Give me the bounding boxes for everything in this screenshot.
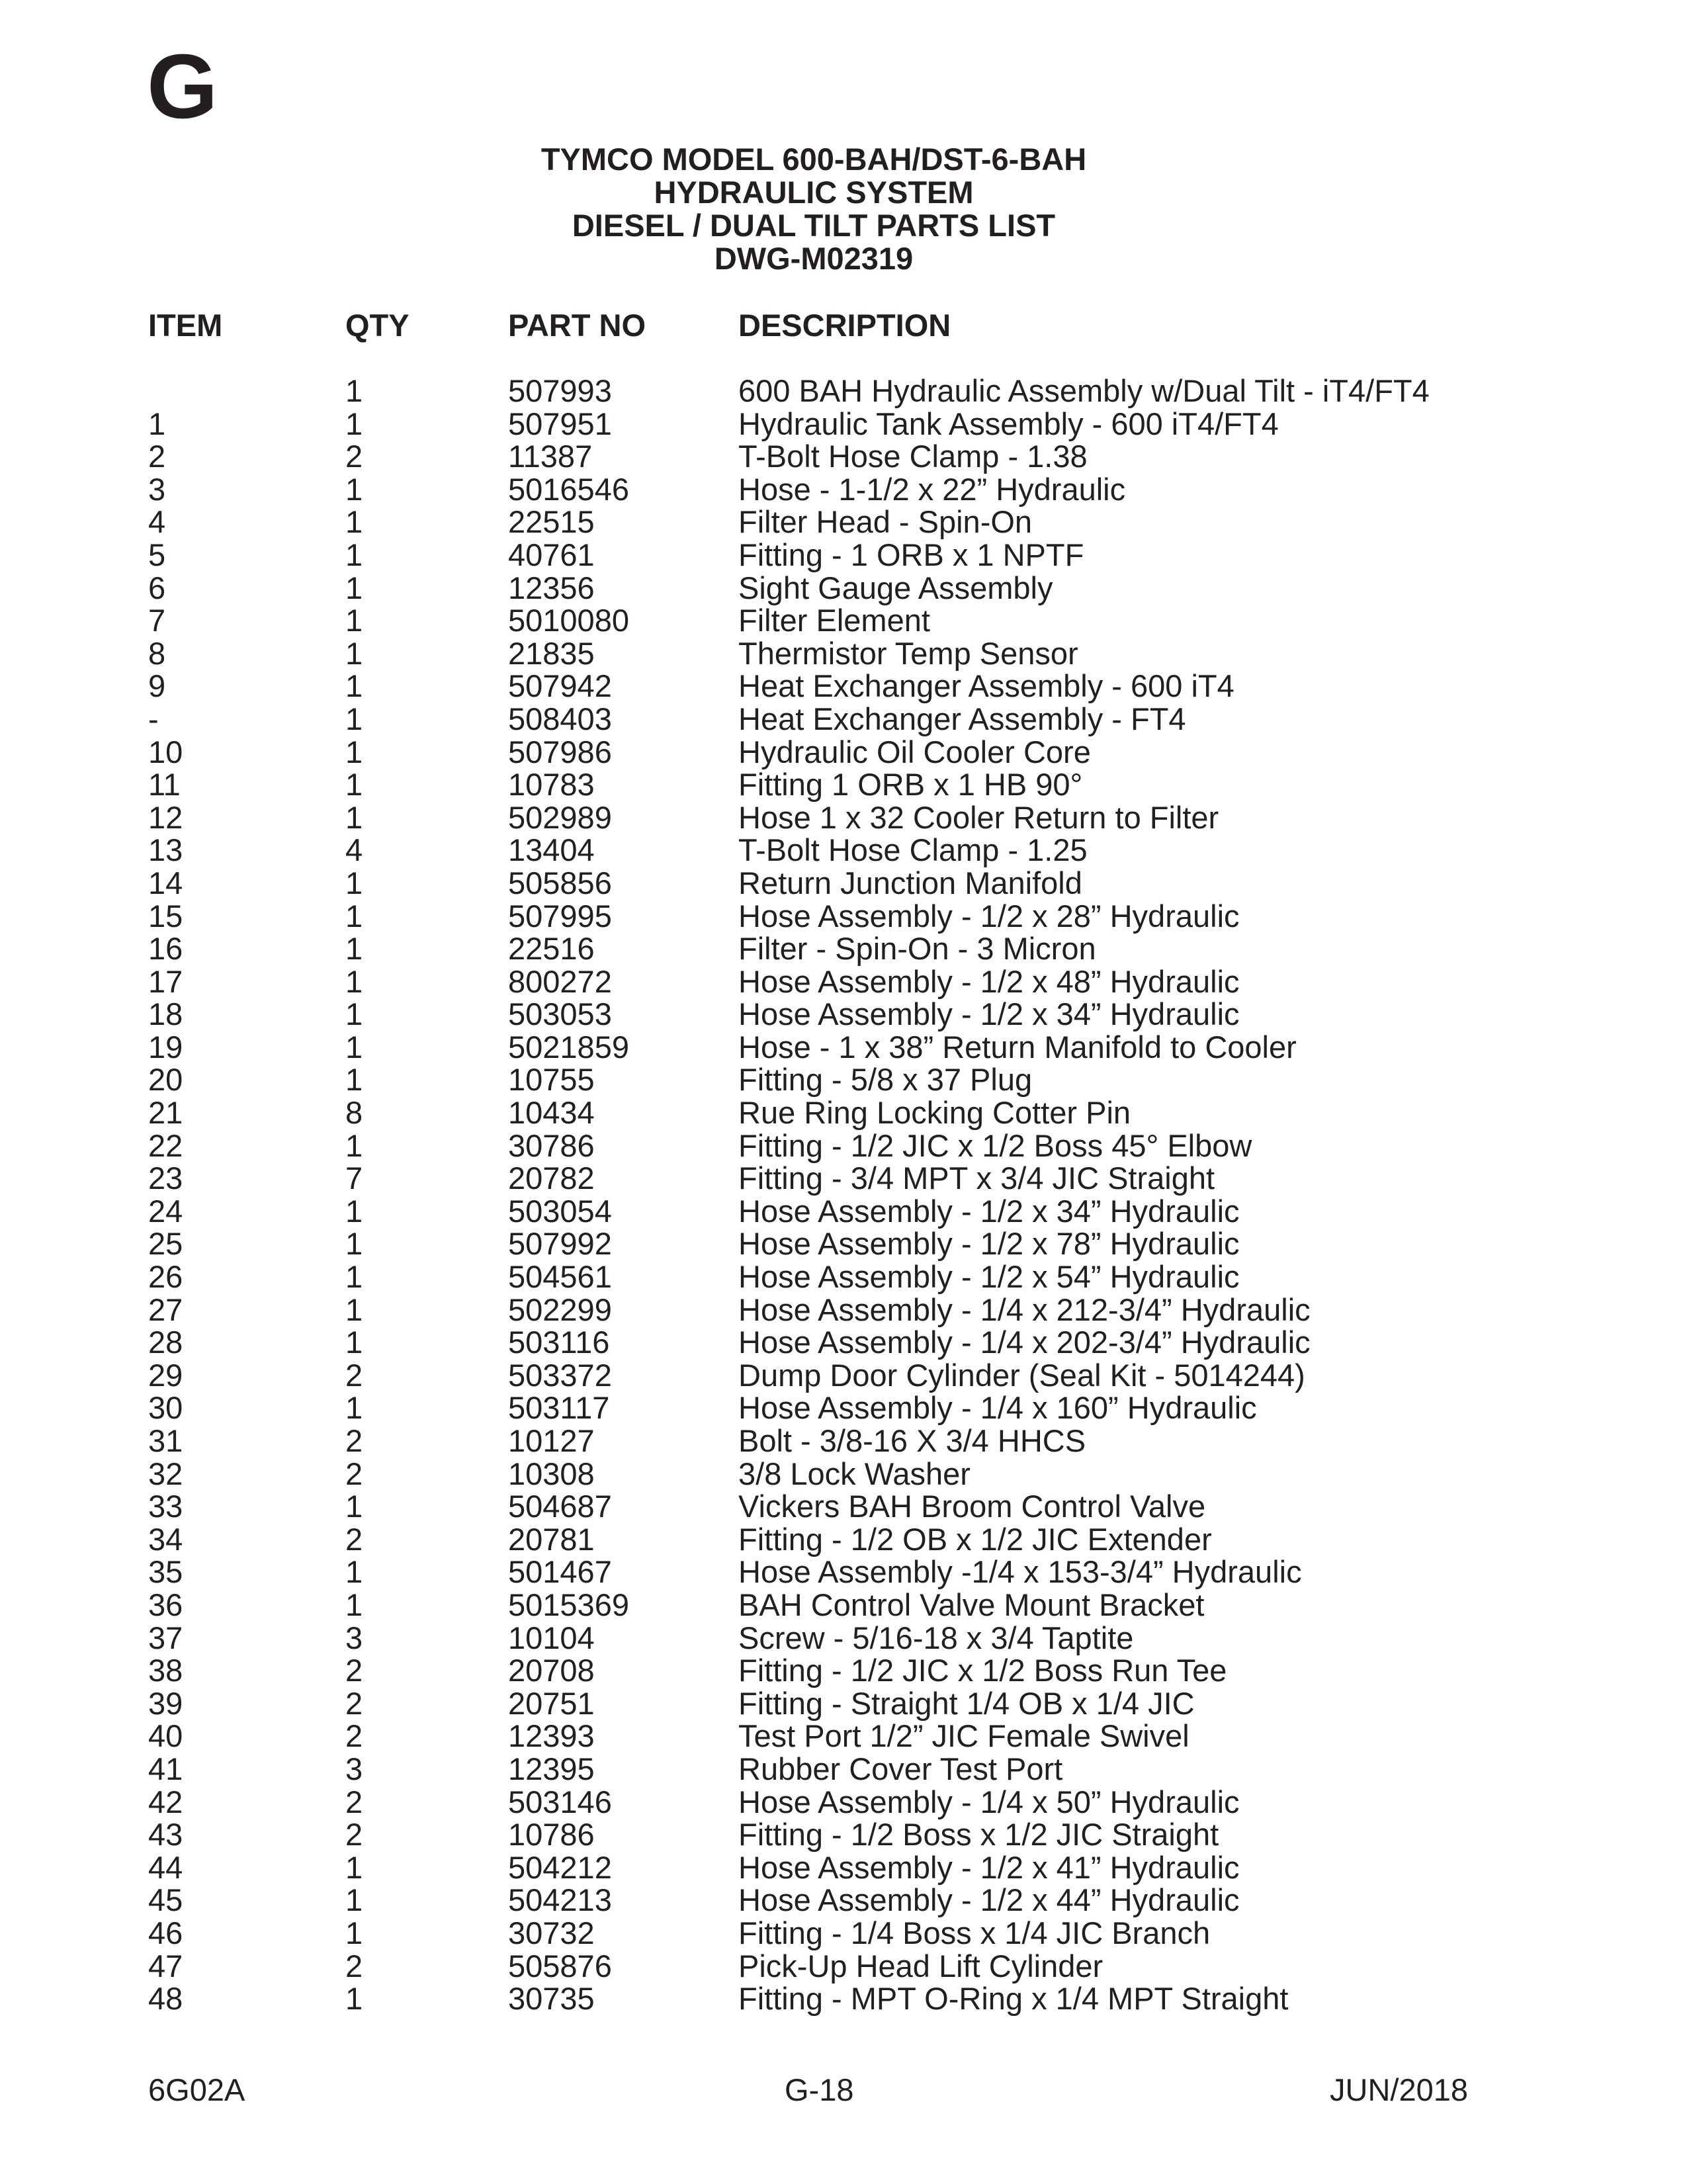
- table-row: [0, 736, 1687, 769]
- part-number-cell: 5010080: [508, 603, 629, 638]
- description-cell: Fitting - 1 ORB x 1 NPTF: [738, 537, 1084, 572]
- qty-cell: 1: [345, 1226, 363, 1262]
- table-row: [0, 1326, 1687, 1359]
- description-cell: Hose Assembly - 1/2 x 41” Hydraulic: [738, 1849, 1240, 1885]
- table-row: [0, 932, 1687, 965]
- description-cell: Dump Door Cylinder (Seal Kit - 5014244): [738, 1357, 1305, 1393]
- table-row: [0, 1654, 1687, 1687]
- qty-cell: 1: [345, 1127, 363, 1163]
- item-cell: 7: [148, 603, 166, 638]
- qty-cell: 1: [345, 603, 363, 638]
- table-row: [0, 1786, 1687, 1819]
- description-cell: Rue Ring Locking Cotter Pin: [738, 1095, 1131, 1131]
- part-number-cell: 507942: [508, 668, 612, 704]
- table-row: [0, 1458, 1687, 1491]
- table-row: [0, 604, 1687, 637]
- item-cell: 24: [148, 1193, 183, 1229]
- part-number-cell: 40761: [508, 537, 595, 572]
- description-cell: Hose Assembly - 1/2 x 54” Hydraulic: [738, 1259, 1240, 1295]
- column-header-item: ITEM: [148, 308, 223, 343]
- table-row: [0, 1687, 1687, 1720]
- description-cell: Pick-Up Head Lift Cylinder: [738, 1948, 1103, 1984]
- section-letter: G: [147, 36, 218, 138]
- description-cell: Hydraulic Tank Assembly - 600 iT4/FT4: [738, 406, 1279, 441]
- qty-cell: 1: [345, 1981, 363, 2017]
- qty-cell: 2: [345, 1456, 363, 1491]
- item-cell: 37: [148, 1620, 183, 1655]
- description-cell: Hose Assembly - 1/4 x 202-3/4” Hydraulic: [738, 1325, 1311, 1360]
- description-cell: 600 BAH Hydraulic Assembly w/Dual Tilt - iT4/FT4: [738, 373, 1430, 408]
- column-header-part-no: PART NO: [508, 308, 646, 343]
- table-row: [0, 1720, 1687, 1753]
- part-number-cell: 508403: [508, 701, 612, 736]
- table-row: [0, 670, 1687, 703]
- table-row: [0, 965, 1687, 998]
- footer-date: JUN/2018: [1330, 2072, 1468, 2107]
- qty-cell: 1: [345, 373, 363, 408]
- description-cell: Heat Exchanger Assembly - 600 iT4: [738, 668, 1234, 704]
- description-cell: Fitting - Straight 1/4 OB x 1/4 JIC: [738, 1685, 1195, 1721]
- item-cell: 21: [148, 1095, 183, 1131]
- item-cell: 10: [148, 734, 183, 769]
- table-row: [0, 1950, 1687, 1983]
- part-number-cell: 507993: [508, 373, 612, 408]
- table-row: [0, 572, 1687, 605]
- description-cell: Hose - 1-1/2 x 22” Hydraulic: [738, 471, 1126, 507]
- qty-cell: 1: [345, 865, 363, 900]
- qty-cell: 1: [345, 570, 363, 605]
- item-cell: 4: [148, 504, 166, 540]
- part-number-cell: 10783: [508, 767, 595, 803]
- footer-doc-code: 6G02A: [148, 2072, 245, 2107]
- description-cell: Fitting 1 ORB x 1 HB 90°: [738, 767, 1083, 803]
- item-cell: 36: [148, 1587, 183, 1622]
- table-row: [0, 1917, 1687, 1950]
- qty-cell: 2: [345, 1685, 363, 1721]
- part-number-cell: 503116: [508, 1325, 610, 1360]
- title-line-list: DIESEL / DUAL TILT PARTS LIST: [572, 208, 1056, 243]
- description-cell: Hose 1 x 32 Cooler Return to Filter: [738, 799, 1219, 835]
- part-number-cell: 10127: [508, 1423, 595, 1458]
- column-header-qty: QTY: [345, 308, 410, 343]
- part-number-cell: 21835: [508, 635, 595, 671]
- qty-cell: 2: [345, 1357, 363, 1393]
- item-cell: 20: [148, 1062, 183, 1098]
- description-cell: 3/8 Lock Washer: [738, 1456, 971, 1491]
- qty-cell: 1: [345, 1062, 363, 1098]
- item-cell: 32: [148, 1456, 183, 1491]
- qty-cell: 1: [345, 1325, 363, 1360]
- part-number-cell: 20708: [508, 1653, 595, 1688]
- part-number-cell: 10786: [508, 1817, 595, 1853]
- qty-cell: 1: [345, 1390, 363, 1426]
- part-number-cell: 507986: [508, 734, 612, 769]
- part-number-cell: 30732: [508, 1915, 595, 1950]
- description-cell: Fitting - 1/2 JIC x 1/2 Boss Run Tee: [738, 1653, 1227, 1688]
- item-cell: 29: [148, 1357, 183, 1393]
- part-number-cell: 503053: [508, 996, 612, 1032]
- part-number-cell: 12356: [508, 570, 595, 605]
- item-cell: 31: [148, 1423, 183, 1458]
- description-cell: Fitting - 5/8 x 37 Plug: [738, 1062, 1033, 1098]
- description-cell: Sight Gauge Assembly: [738, 570, 1053, 605]
- part-number-cell: 503117: [508, 1390, 610, 1426]
- description-cell: Bolt - 3/8-16 X 3/4 HHCS: [738, 1423, 1086, 1458]
- item-cell: 48: [148, 1981, 183, 2017]
- qty-cell: 1: [345, 931, 363, 967]
- part-number-cell: 507992: [508, 1226, 612, 1262]
- title-line-model: TYMCO MODEL 600-BAH/DST-6-BAH: [541, 142, 1087, 177]
- qty-cell: 2: [345, 439, 363, 474]
- qty-cell: 4: [345, 832, 363, 868]
- qty-cell: 2: [345, 1718, 363, 1754]
- qty-cell: 1: [345, 537, 363, 572]
- table-row: [0, 505, 1687, 539]
- item-cell: 28: [148, 1325, 183, 1360]
- table-row: [0, 1359, 1687, 1392]
- part-number-cell: 505876: [508, 1948, 612, 1984]
- item-cell: 16: [148, 931, 183, 967]
- table-row: [0, 1391, 1687, 1424]
- part-number-cell: 504687: [508, 1489, 612, 1524]
- description-cell: Hose Assembly - 1/4 x 160” Hydraulic: [738, 1390, 1257, 1426]
- description-cell: Hose Assembly - 1/2 x 78” Hydraulic: [738, 1226, 1240, 1262]
- part-number-cell: 5016546: [508, 471, 629, 507]
- part-number-cell: 503372: [508, 1357, 612, 1393]
- description-cell: Thermistor Temp Sensor: [738, 635, 1078, 671]
- qty-cell: 1: [345, 1915, 363, 1950]
- parts-list: [0, 374, 1687, 2015]
- item-cell: 35: [148, 1554, 183, 1590]
- description-cell: Hose Assembly - 1/2 x 34” Hydraulic: [738, 1193, 1240, 1229]
- qty-cell: 2: [345, 1817, 363, 1853]
- table-row: [0, 1555, 1687, 1589]
- item-cell: 13: [148, 832, 183, 868]
- qty-cell: 1: [345, 1554, 363, 1590]
- item-cell: 2: [148, 439, 166, 474]
- description-cell: Hose Assembly - 1/2 x 28” Hydraulic: [738, 898, 1240, 934]
- qty-cell: 1: [345, 635, 363, 671]
- part-number-cell: 12393: [508, 1718, 595, 1754]
- table-row: [0, 867, 1687, 900]
- item-cell: 23: [148, 1160, 183, 1196]
- item-cell: 38: [148, 1653, 183, 1688]
- table-row: [0, 1129, 1687, 1162]
- part-number-cell: 504212: [508, 1849, 612, 1885]
- qty-cell: 1: [345, 963, 363, 999]
- title-line-drawing: DWG-M02319: [714, 241, 914, 276]
- item-cell: 39: [148, 1685, 183, 1721]
- title-line-system: HYDRAULIC SYSTEM: [654, 175, 974, 210]
- description-cell: Filter - Spin-On - 3 Micron: [738, 931, 1096, 967]
- table-row: [0, 768, 1687, 801]
- item-cell: 5: [148, 537, 166, 572]
- qty-cell: 2: [345, 1423, 363, 1458]
- item-cell: 25: [148, 1226, 183, 1262]
- item-cell: 47: [148, 1948, 183, 1984]
- table-row: [0, 834, 1687, 867]
- qty-cell: 1: [345, 1259, 363, 1295]
- table-row: [0, 1622, 1687, 1655]
- qty-cell: 1: [345, 898, 363, 934]
- item-cell: 40: [148, 1718, 183, 1754]
- table-row: [0, 1490, 1687, 1523]
- table-row: [0, 1195, 1687, 1228]
- table-row: [0, 1982, 1687, 2015]
- part-number-cell: 503146: [508, 1784, 612, 1819]
- item-cell: 34: [148, 1521, 183, 1557]
- part-number-cell: 30786: [508, 1127, 595, 1163]
- description-cell: Hose Assembly - 1/4 x 212-3/4” Hydraulic: [738, 1291, 1311, 1327]
- table-row: [0, 1884, 1687, 1917]
- qty-cell: 1: [345, 1193, 363, 1229]
- qty-cell: 2: [345, 1948, 363, 1984]
- part-number-cell: 505856: [508, 865, 612, 900]
- description-cell: Hose Assembly -1/4 x 153-3/4” Hydraulic: [738, 1554, 1302, 1590]
- description-cell: Screw - 5/16-18 x 3/4 Taptite: [738, 1620, 1134, 1655]
- item-cell: 33: [148, 1489, 183, 1524]
- item-cell: 26: [148, 1259, 183, 1295]
- qty-cell: 7: [345, 1160, 363, 1196]
- qty-cell: 8: [345, 1095, 363, 1131]
- table-row: [0, 1260, 1687, 1293]
- item-cell: 15: [148, 898, 183, 934]
- qty-cell: 2: [345, 1521, 363, 1557]
- item-cell: 42: [148, 1784, 183, 1819]
- table-row: [0, 1589, 1687, 1622]
- description-cell: Return Junction Manifold: [738, 865, 1082, 900]
- part-number-cell: 507951: [508, 406, 612, 441]
- document-title: [0, 143, 1627, 275]
- description-cell: Hose Assembly - 1/2 x 44” Hydraulic: [738, 1882, 1240, 1918]
- description-cell: Heat Exchanger Assembly - FT4: [738, 701, 1186, 736]
- qty-cell: 1: [345, 996, 363, 1032]
- footer-page-number: G-18: [785, 2072, 854, 2107]
- qty-cell: 1: [345, 1291, 363, 1327]
- description-cell: Fitting - MPT O-Ring x 1/4 MPT Straight: [738, 1981, 1289, 2017]
- part-number-cell: 800272: [508, 963, 612, 999]
- table-row: [0, 900, 1687, 933]
- item-cell: 19: [148, 1029, 183, 1065]
- item-cell: 44: [148, 1849, 183, 1885]
- part-number-cell: 11387: [508, 439, 593, 474]
- item-cell: 41: [148, 1751, 183, 1786]
- table-row: [0, 1063, 1687, 1096]
- part-number-cell: 504561: [508, 1259, 612, 1295]
- part-number-cell: 502299: [508, 1291, 612, 1327]
- description-cell: BAH Control Valve Mount Bracket: [738, 1587, 1205, 1622]
- table-row: [0, 1424, 1687, 1458]
- table-row: [0, 637, 1687, 670]
- part-number-cell: 10755: [508, 1062, 595, 1098]
- table-row: [0, 1096, 1687, 1129]
- qty-cell: 1: [345, 701, 363, 736]
- item-cell: 27: [148, 1291, 183, 1327]
- qty-cell: 1: [345, 734, 363, 769]
- table-row: [0, 1523, 1687, 1556]
- description-cell: Hose - 1 x 38” Return Manifold to Cooler: [738, 1029, 1297, 1065]
- part-number-cell: 502989: [508, 799, 612, 835]
- description-cell: Hose Assembly - 1/4 x 50” Hydraulic: [738, 1784, 1240, 1819]
- qty-cell: 1: [345, 1882, 363, 1918]
- description-cell: Fitting - 3/4 MPT x 3/4 JIC Straight: [738, 1160, 1215, 1196]
- part-number-cell: 30735: [508, 1981, 595, 2017]
- description-cell: Hose Assembly - 1/2 x 48” Hydraulic: [738, 963, 1240, 999]
- part-number-cell: 13404: [508, 832, 595, 868]
- item-cell: 30: [148, 1390, 183, 1426]
- part-number-cell: 5021859: [508, 1029, 629, 1065]
- part-number-cell: 504213: [508, 1882, 612, 1918]
- description-cell: T-Bolt Hose Clamp - 1.38: [738, 439, 1088, 474]
- table-row: [0, 1753, 1687, 1786]
- part-number-cell: 20781: [508, 1521, 595, 1557]
- item-cell: 6: [148, 570, 166, 605]
- part-number-cell: 22515: [508, 504, 595, 540]
- description-cell: Fitting - 1/2 OB x 1/2 JIC Extender: [738, 1521, 1212, 1557]
- description-cell: Vickers BAH Broom Control Valve: [738, 1489, 1206, 1524]
- table-row: [0, 539, 1687, 572]
- part-number-cell: 20751: [508, 1685, 595, 1721]
- qty-cell: 2: [345, 1653, 363, 1688]
- table-row: [0, 408, 1687, 441]
- qty-cell: 1: [345, 767, 363, 803]
- qty-cell: 3: [345, 1620, 363, 1655]
- table-row: [0, 1851, 1687, 1884]
- item-cell: 45: [148, 1882, 183, 1918]
- item-cell: 14: [148, 865, 183, 900]
- part-number-cell: 503054: [508, 1193, 612, 1229]
- table-row: [0, 801, 1687, 834]
- part-number-cell: 12395: [508, 1751, 595, 1786]
- table-row: [0, 1293, 1687, 1327]
- part-number-cell: 10308: [508, 1456, 595, 1491]
- item-cell: 3: [148, 471, 166, 507]
- qty-cell: 1: [345, 1489, 363, 1524]
- part-number-cell: 22516: [508, 931, 595, 967]
- qty-cell: 1: [345, 668, 363, 704]
- qty-cell: 1: [345, 1849, 363, 1885]
- qty-cell: 1: [345, 471, 363, 507]
- qty-cell: 2: [345, 1784, 363, 1819]
- description-cell: Fitting - 1/2 Boss x 1/2 JIC Straight: [738, 1817, 1219, 1853]
- description-cell: Filter Element: [738, 603, 930, 638]
- qty-cell: 1: [345, 1029, 363, 1065]
- table-row: [0, 473, 1687, 506]
- item-cell: 12: [148, 799, 183, 835]
- item-cell: 17: [148, 963, 183, 999]
- qty-cell: 1: [345, 406, 363, 441]
- table-row: [0, 998, 1687, 1031]
- qty-cell: 1: [345, 1587, 363, 1622]
- part-number-cell: 20782: [508, 1160, 595, 1196]
- item-cell: 43: [148, 1817, 183, 1853]
- item-cell: 46: [148, 1915, 183, 1950]
- description-cell: Filter Head - Spin-On: [738, 504, 1033, 540]
- table-row: [0, 1818, 1687, 1851]
- part-number-cell: 10434: [508, 1095, 595, 1131]
- table-row: [0, 440, 1687, 473]
- description-cell: Hydraulic Oil Cooler Core: [738, 734, 1091, 769]
- description-cell: T-Bolt Hose Clamp - 1.25: [738, 832, 1088, 868]
- description-cell: Fitting - 1/4 Boss x 1/4 JIC Branch: [738, 1915, 1211, 1950]
- description-cell: Hose Assembly - 1/2 x 34” Hydraulic: [738, 996, 1240, 1032]
- table-row: [0, 374, 1687, 408]
- qty-cell: 1: [345, 504, 363, 540]
- item-cell: 9: [148, 668, 166, 704]
- item-cell: 18: [148, 996, 183, 1032]
- item-cell: 8: [148, 635, 166, 671]
- part-number-cell: 10104: [508, 1620, 595, 1655]
- item-cell: 1: [148, 406, 166, 441]
- table-row: [0, 703, 1687, 736]
- qty-cell: 1: [345, 799, 363, 835]
- part-number-cell: 507995: [508, 898, 612, 934]
- item-cell: 11: [148, 767, 181, 803]
- table-row: [0, 1227, 1687, 1260]
- part-number-cell: 5015369: [508, 1587, 629, 1622]
- item-cell: 22: [148, 1127, 183, 1163]
- description-cell: Fitting - 1/2 JIC x 1/2 Boss 45° Elbow: [738, 1127, 1252, 1163]
- item-cell: -: [148, 701, 159, 736]
- table-row: [0, 1031, 1687, 1064]
- description-cell: Test Port 1/2” JIC Female Swivel: [738, 1718, 1190, 1754]
- column-header-description: DESCRIPTION: [738, 308, 951, 343]
- description-cell: Rubber Cover Test Port: [738, 1751, 1063, 1786]
- table-row: [0, 1162, 1687, 1195]
- qty-cell: 3: [345, 1751, 363, 1786]
- part-number-cell: 501467: [508, 1554, 612, 1590]
